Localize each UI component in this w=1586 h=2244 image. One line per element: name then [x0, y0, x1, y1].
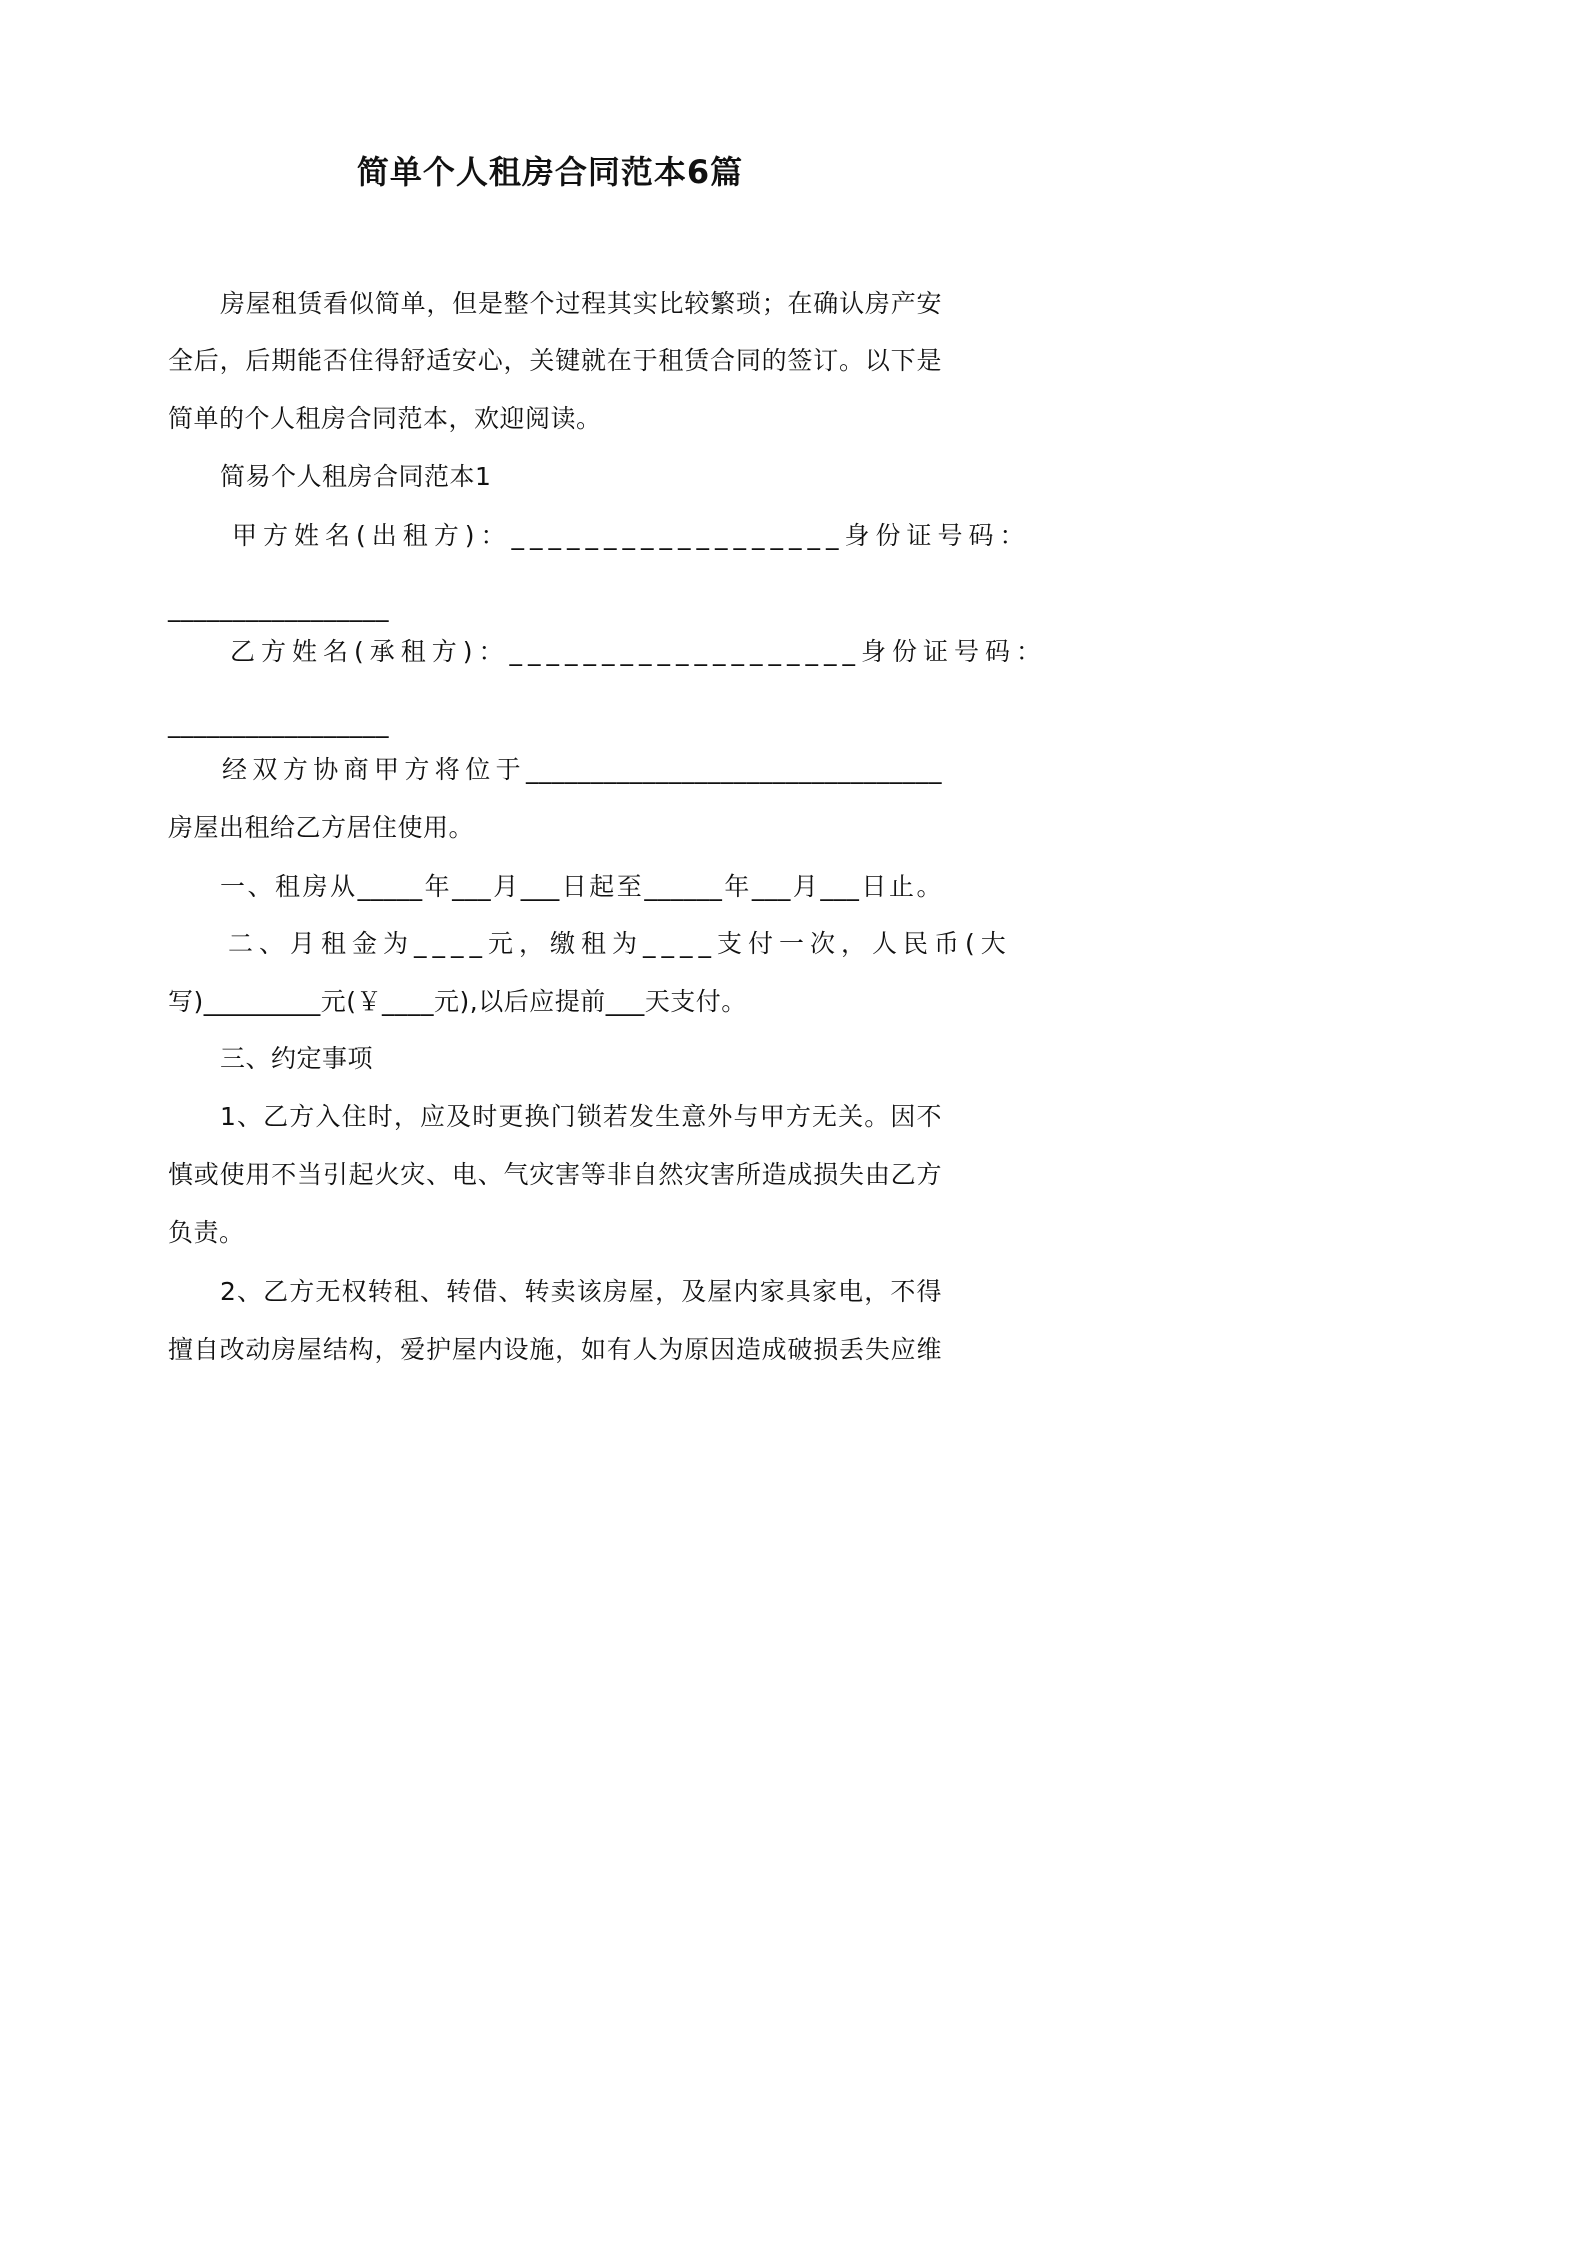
clause-1-line-1: 1、乙方入住时，应及时更换门锁若发生意外与甲方无关。因不 [220, 1102, 942, 1131]
section-heading-3: 三、约定事项 [220, 1044, 374, 1073]
clause-1-line-3: 负责。 [168, 1218, 245, 1247]
section-heading-1: 简易个人租房合同范本1 [220, 462, 492, 491]
rent-line-2: 写)_________元(￥____元),以后应提前___天支付。 [168, 987, 747, 1016]
intro-line-3: 简单的个人租房合同范本，欢迎阅读。 [168, 404, 602, 433]
document-page [0, 0, 1100, 1556]
term-line: 一、租房从_____年___月___日起至______年___月___日止。 [220, 872, 942, 901]
clause-2-line-1: 2、乙方无权转租、转借、转卖该房屋，及屋内家具家电，不得 [220, 1277, 942, 1306]
rent-line-1: 二、月租金为____元，缴租为____支付一次，人民币(大 [228, 929, 1012, 958]
party-a-id-blank: _________________ [168, 593, 389, 622]
intro-line-1: 房屋租赁看似简单，但是整个过程其实比较繁琐；在确认房产安 [220, 289, 942, 318]
location-line-2: 房屋出租给乙方居住使用。 [168, 813, 475, 842]
clause-2-line-2: 擅自改动房屋结构，爱护屋内设施，如有人为原因造成破损丢失应维 [168, 1335, 942, 1364]
document-title: 简单个人租房合同范本6篇 [356, 153, 744, 191]
party-b-line: 乙方姓名(承租方)：___________________身份证号码： [230, 637, 1048, 666]
party-b-id-blank: _________________ [168, 709, 389, 738]
clause-1-line-2: 慎或使用不当引起火灾、电、气灾害等非自然灾害所造成损失由乙方 [168, 1160, 942, 1189]
intro-line-2: 全后，后期能否住得舒适安心，关键就在于租赁合同的签订。以下是 [168, 346, 942, 375]
party-a-line: 甲方姓名(出租方)：__________________身份证号码： [232, 521, 1031, 550]
location-line: 经双方协商甲方将位于________________________________ [222, 755, 942, 784]
